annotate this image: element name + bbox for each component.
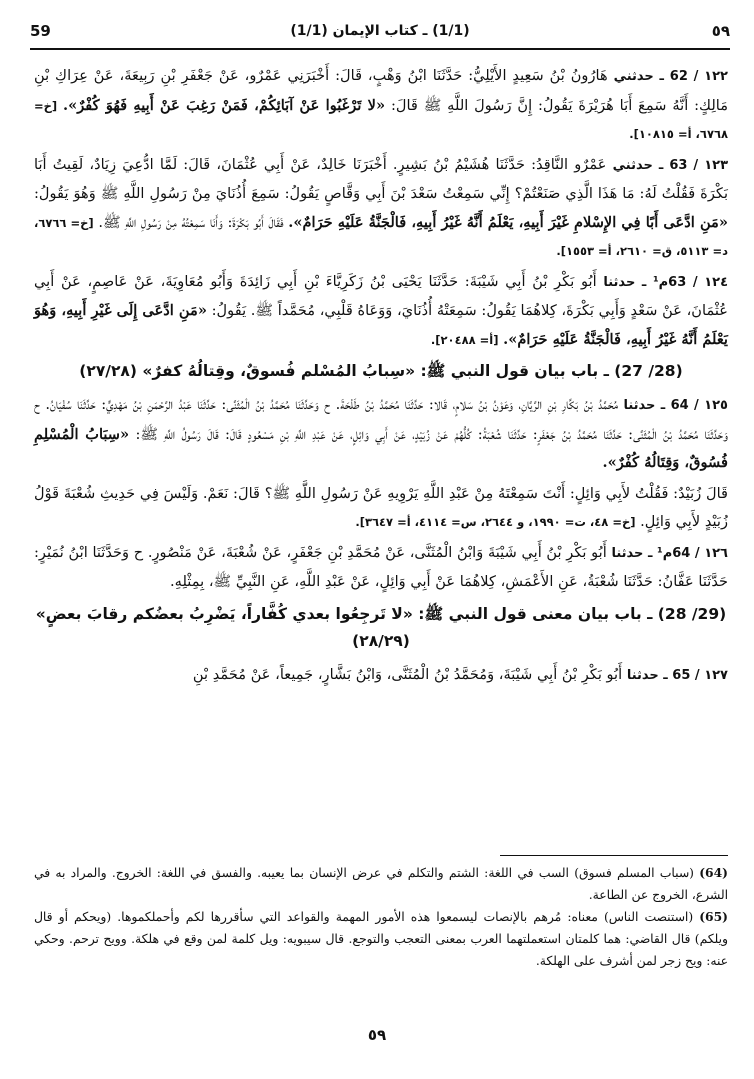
hadith-number: ١٢٣ / 63 ـ حدثني xyxy=(612,157,729,173)
hadith-chain: أَبُو بَكْرِ بْنُ أَبِي شَيْبَةَ، وَمُحَمَّدُ بْنُ الْمُثَنَّى، وَابْنُ بَشَّارٍ، جَمِيعاً، عَنْ مُحَمَّدِ بْنِ xyxy=(192,665,623,683)
hadith-chain: هَارُونُ بْنُ سَعِيدٍ الأَيْلِيُّ: حَدَّثَنَا ابْنُ وَهْبٍ، قَالَ: أَخْبَرَنِي عَمْرٌو، عَنْ جَعْفَرِ بْنِ رَبِيعَةَ، عَنْ عِرَاكِ بْنِ مَالِكٍ: أَنَّهُ سَمِعَ أَبَا هُرَيْرَةَ يَقُولُ: إِنَّ رَسُولَ اللَّهِ ﷺ قَالَ: xyxy=(34,67,729,114)
hadith-references: [أ= ٢٠٤٨٨]. xyxy=(430,332,499,347)
footnote-divider xyxy=(500,855,728,856)
footnote-number: (65) xyxy=(699,909,728,924)
hadith-matn: «مَنِ ادَّعَى إِلَى غَيْرِ أَبِيهِ، وَهُوَ يَعْلَمُ أَنَّهُ غَيْرُ أَبِيهِ، فَالْجَنَّةُ عَلَيْهِ حَرَامٌ». xyxy=(34,302,728,348)
hadith-matn: «لا تَرْغَبُوا عَنْ آبَائِكُمْ، فَمَنْ رَغِبَ عَنْ أَبِيهِ فَهُوَ كُفْرٌ». xyxy=(63,96,386,114)
hadith-number: ١٢٥ / 64 ـ حدثنا xyxy=(623,398,728,413)
hadith-references: [خ= ٦٧٦٨، أ= ١٠٨١٥]. xyxy=(34,98,728,141)
footnote-64 xyxy=(34,862,728,906)
hadith-127 xyxy=(34,661,728,691)
hadith-references: [خ= ٤٨، ت= ١٩٩٠، و ٢٦٤٤، س= ٤١١٤، أ= ٣٦٤٧]. xyxy=(355,515,636,529)
hadith-chain: أَبُو بَكْرِ بْنُ أَبِي شَيْبَةَ: حَدَّثَنَا يَحْيَى بْنُ زَكَرِيَّاءَ بْنِ أَبِي زَائِدَةَ وَأَبُو مُعَاوِيَةَ، عَنْ عَاصِمٍ، عَنْ أَبِي عُثْمَانَ، عَنْ سَعْدٍ وَأَبِي بَكْرَةَ، كِلاهُمَا يَقُولُ: سَمِعَتْهُ أُذُنَايَ، وَوَعَاهُ قَلْبِي، مُحَمَّداً ﷺ. يَقُولُ: xyxy=(34,272,729,319)
hadith-chain: مُحَمَّدُ بْنُ بَكَّارِ بْنِ الرَّيَّانِ، وَعَوْنُ بْنُ سَلامٍ، قَالا: حَدَّثَنَا مُحَمَّدُ بْنُ طَلْحَةَ. ح وَحَدَّثَنَا مُحَمَّدُ بْنُ الْمُثَنَّى: حَدَّثَنَا عَبْدُ الرَّحْمَنِ بْنُ مَهْدِيٍّ: حَدَّثَنَا سُفْيَانُ. ح وَحَدَّثَنَا مُحَمَّدُ بْنُ الْمُثَنَّى: حَدَّثَنَا مُحَمَّدُ بْنُ جَعْفَرٍ: حَدَّثَنَا شُعْبَةُ: كُلُّهُمْ عَنْ زُبَيْدٍ، عَنْ أَبِي وَائِلٍ، عَنْ عَبْدِ اللَّهِ بْنِ مَسْعُودٍ قَالَ: قَالَ رَسُولُ اللَّهِ ﷺ: xyxy=(34,396,728,443)
hadith-123 xyxy=(34,151,728,266)
chapter-heading: (28/ 27) ـ باب بيان قول النبي ﷺ: «سِبابُ المُسْلم فُسوقٌ، وقِتالُهُ كفرٌ» (٢٧/٢٨) xyxy=(79,362,683,380)
hadith-124 xyxy=(34,268,728,355)
hadith-references: [خ= ٦٧٦٦، د= ٥١١٣، ق= ٢٦١٠، أ= ١٥٥٣]. xyxy=(34,215,728,258)
hadith-number: ١٢٤ / 63م¹ ـ حدثنا xyxy=(603,274,729,290)
hadith-number: ١٢٦ / 64م¹ ـ حدثنا xyxy=(611,545,728,561)
hadith-matn: «سِبَابُ الْمُسْلِمِ فُسُوقٌ، وَقِتَالُهُ كُفْرٌ». xyxy=(34,425,728,471)
hadith-chain: أَبُو بَكْرِ بْنُ أَبِي شَيْبَةَ وَابْنُ الْمُثَنَّى، عَنْ مُحَمَّدِ بْنِ جَعْفَرٍ، عَنْ شُعْبَةَ، عَنْ مَنْصُورٍ. ح وَحَدَّثَنَا ابْنُ نُمَيْرٍ: حَدَّثَنَا عَفَّانُ: حَدَّثَنَا شُعْبَةُ، عَنِ الأَعْمَشِ، كِلاهُمَا عَنْ أَبِي وَائِلٍ، عَنْ عَبْدِ اللَّهِ، عَنِ النَّبِيِّ ﷺ، بِمِثْلِهِ. xyxy=(34,543,728,590)
footnote-65 xyxy=(34,906,728,972)
hadith-note-text: قَالَ زُبَيْدٌ: فَقُلْتُ لأَبِي وَائِلٍ: أَنْتَ سَمِعْتَهُ مِنْ عَبْدِ اللَّهِ يَرْوِيهِ عَنْ رَسُولِ اللَّهِ ﷺ؟ قَالَ: نَعَمْ. وَلَيْسَ فِي حَدِيثِ شُعْبَةَ قَوْلُ زُبَيْدٍ لأَبِي وَائِلٍ. xyxy=(34,484,728,530)
footnotes xyxy=(34,862,728,972)
page-number-latin: 59 xyxy=(30,22,51,40)
running-title: (1/1) ـ كتاب الإيمان (1/1) xyxy=(290,23,470,39)
hadith-125-note xyxy=(34,480,728,537)
hadith-122 xyxy=(34,62,728,149)
hadith-chain: عَمْرٌو النَّاقِدُ: حَدَّثَنَا هُشَيْمُ بْنُ بَشِيرٍ. أَخْبَرَنَا خَالِدٌ، عَنْ أَبِي عُثْمَانَ، قَالَ: لَمَّا ادُّعِيَ زِيَادٌ، لَقِيتُ أَبَا بَكْرَةَ فَقُلْتُ لَهُ: مَا هَذَا الَّذِي صَنَعْتُمْ؟ إِنِّي سَمِعْتُ سَعْدَ بْنَ أَبِي وَقَّاصٍ يَقُولُ: سَمِعَ أُذُنَايَ مِنْ رَسُولِ اللَّهِ ﷺ وَهُوَ يَقُولُ: xyxy=(34,155,728,202)
footnote-text: (استنصت الناس) معناه: مُرهم بالإنصات ليسمعوا هذه الأمور المهمة والقواعد التي سأقررها لكم وأحملكموها. (ويحكم أو قال ويلكم) قال القاضي: هما كلمتان استعملتهما العرب بمعنى التعجب والتوجع. قال سيبويه: ويل كلمة لمن وقع في هلكة. وويح ترحم. وحكي عنه: ويح زجر لمن أشرف على الهلكة. xyxy=(34,910,728,968)
main-text xyxy=(34,62,728,692)
footnote-number: (64) xyxy=(699,865,728,880)
page-number-arabic: ٥٩ xyxy=(711,22,730,40)
page-header xyxy=(30,14,730,50)
hadith-126 xyxy=(34,539,728,597)
hadith-number: ١٢٧ / 65 ـ حدثنا xyxy=(626,667,728,683)
footnote-text: (سباب المسلم فسوق) السب في اللغة: الشتم والتكلم في عرض الإنسان بما يعيبه. والفسق في اللغة: الخروج. والمراد به في الشرع، الخروج عن الطاعة. xyxy=(34,866,728,902)
hadith-number: ١٢٢ / 62 ـ حدثني xyxy=(613,69,728,84)
footer-page-number: ٥٩ xyxy=(367,1026,387,1044)
hadith-125 xyxy=(34,391,728,478)
chapter-heading: (29/ 28) ـ باب بيان معنى قول النبي ﷺ: «لا تَرجِعُوا بعدي كُفَّاراً، يَضْرِبُ بعضُكم رقابَ بعضٍ» (٢٨/٢٩) xyxy=(35,604,727,650)
hadith-chain-continued: فَقَالَ أَبُو بَكْرَةَ: وَأَنَا سَمِعْتُهُ مِنْ رَسُولِ اللَّهِ ﷺ. xyxy=(98,213,284,231)
hadith-matn: «مَنِ ادَّعَى أَبًا فِي الإِسْلامِ غَيْرَ أَبِيهِ، يَعْلَمُ أَنَّهُ غَيْرُ أَبِيهِ، فَالْجَنَّةُ عَلَيْهِ حَرَامٌ». xyxy=(288,213,728,231)
